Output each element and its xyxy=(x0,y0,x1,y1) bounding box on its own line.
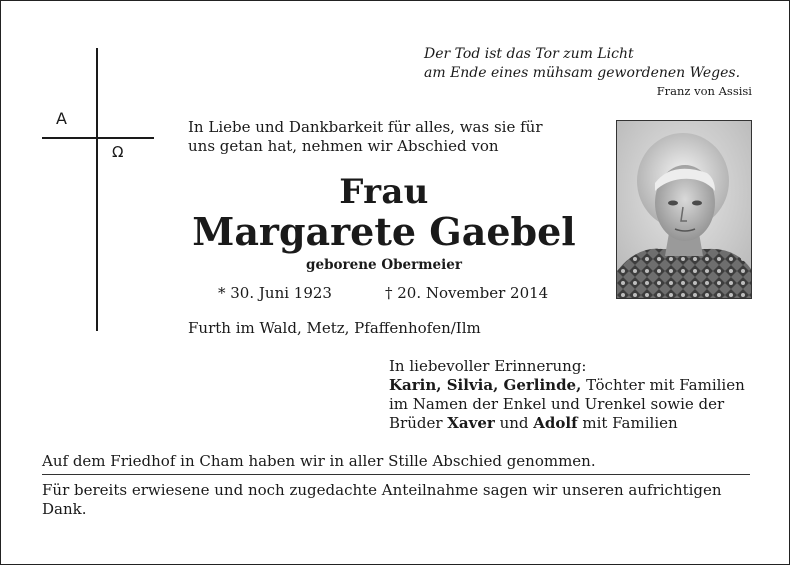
cemetery-note: Auf dem Friedhof in Cham haben wir in aller Stille Abschied genommen. xyxy=(42,452,596,470)
remembrance-line-1 xyxy=(389,376,761,395)
remembrance-line-3-rest: mit Familien xyxy=(577,414,678,432)
birth-name: geborene Obermeier xyxy=(306,257,462,273)
life-dates xyxy=(218,284,549,303)
quote-block xyxy=(424,45,752,98)
brother-name-2: Adolf xyxy=(533,414,578,432)
brothers-label: Brüder xyxy=(389,414,448,432)
death-date: † 20. November 2014 xyxy=(385,284,549,302)
portrait-photo xyxy=(616,120,752,299)
remembrance-line-3 xyxy=(389,414,761,433)
intro-text xyxy=(188,118,588,156)
quote-line-2: am Ende eines mühsam gewordenen Weges. xyxy=(424,65,741,81)
brother-name-1: Xaver xyxy=(447,414,495,432)
alpha-symbol: A xyxy=(56,109,67,128)
remembrance-heading: In liebevoller Erinnerung: xyxy=(389,357,587,375)
salutation: Frau xyxy=(339,172,429,212)
omega-symbol: Ω xyxy=(112,143,124,161)
quote-author: Franz von Assisi xyxy=(656,84,752,98)
portrait-image xyxy=(617,121,751,298)
birth-date: * 30. Juni 1923 xyxy=(218,284,332,302)
cross-vertical-bar xyxy=(96,48,98,331)
conjunction: und xyxy=(494,414,534,432)
divider-line xyxy=(42,474,750,475)
daughters-names: Karin, Silvia, Gerlinde, xyxy=(389,376,582,394)
remembrance-line-2: im Namen der Enkel und Urenkel sowie der xyxy=(389,395,725,413)
intro-line-2: uns getan hat, nehmen wir Abschied von xyxy=(188,137,499,155)
remembrance-block xyxy=(389,357,761,433)
intro-line-1: In Liebe und Dankbarkeit für alles, was sie für xyxy=(188,118,543,136)
cross-horizontal-bar xyxy=(42,137,154,139)
remembrance-line-1-rest: Töchter mit Familien xyxy=(581,376,745,394)
quote-line-1: Der Tod ist das Tor zum Licht xyxy=(424,46,634,62)
deceased-name: Margarete Gaebel xyxy=(192,209,576,254)
places-of-life: Furth im Wald, Metz, Pfaffenhofen/Ilm xyxy=(188,319,481,337)
thanks-note: Für bereits erwiesene und noch zugedachte Anteilnahme sagen wir unseren aufrichtigen Dank. xyxy=(42,481,722,518)
